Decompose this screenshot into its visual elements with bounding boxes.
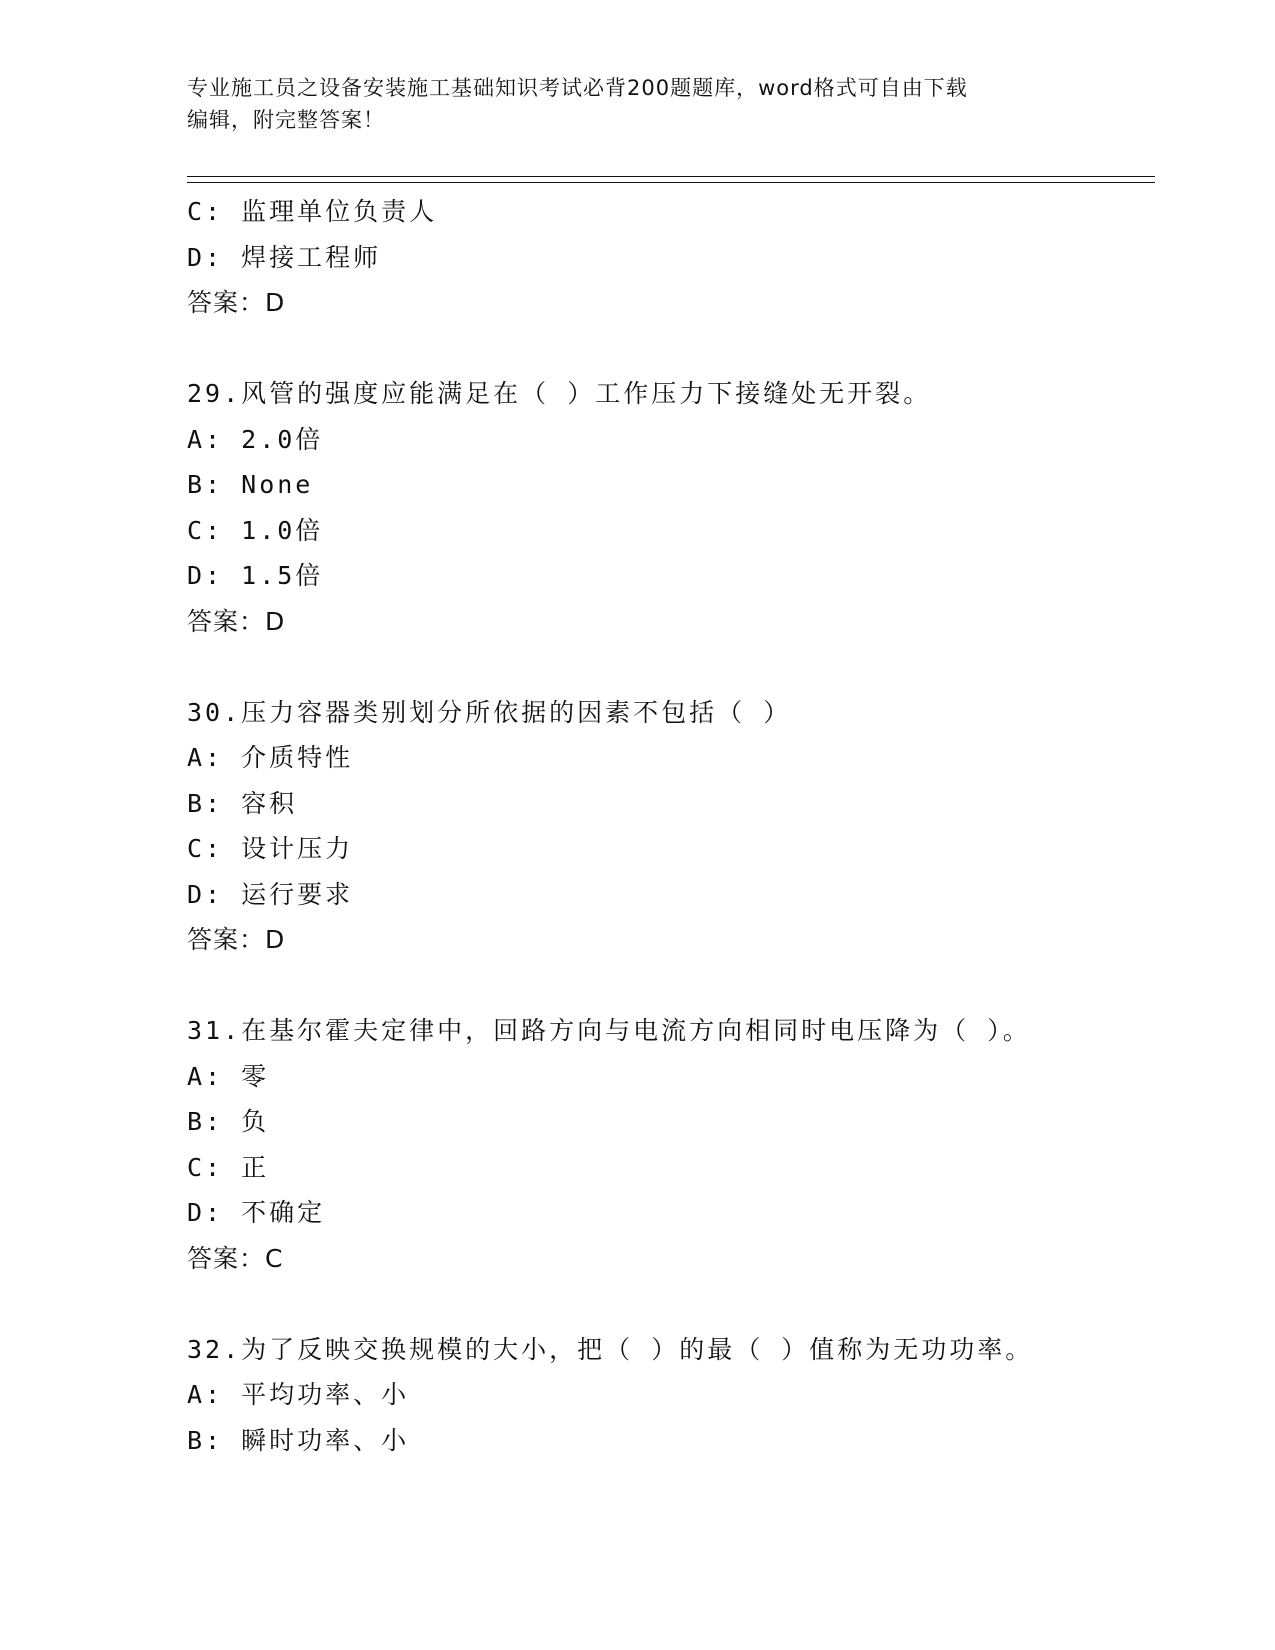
option-a: A: 介质特性 <box>187 743 354 772</box>
option-d: D: 1.5倍 <box>187 561 324 590</box>
document-header <box>187 72 1087 136</box>
question-block-32 <box>187 1327 1155 1464</box>
option-d: D: 运行要求 <box>187 879 354 909</box>
option-d: D: 不确定 <box>187 1198 326 1227</box>
header-divider-bottom <box>187 182 1155 183</box>
option-c: C: 设计压力 <box>187 834 354 863</box>
option-c: C: 正 <box>187 1152 270 1182</box>
spacer <box>187 963 1155 1009</box>
header-line-1: 专业施工员之设备安装施工基础知识考试必背200题题库，word格式可自由下载 <box>187 76 968 100</box>
option-b: B: 负 <box>187 1107 270 1136</box>
question-stem: 32.为了反映交换规模的大小，把（ ）的最（ ）值称为无功功率。 <box>187 1334 1034 1364</box>
option-a: A: 平均功率、小 <box>187 1380 410 1409</box>
option-a: A: 零 <box>187 1061 270 1091</box>
spacer <box>187 326 1155 372</box>
spacer <box>187 1281 1155 1327</box>
header-line-2: 编辑，附完整答案！ <box>187 108 385 132</box>
option-a: A: 2.0倍 <box>187 424 324 454</box>
question-stem: 29.风管的强度应能满足在（ ）工作压力下接缝处无开裂。 <box>187 379 932 408</box>
answer-line: 答案：C <box>187 1243 284 1273</box>
answer-line: 答案：D <box>187 606 286 636</box>
header-divider-top <box>187 176 1155 177</box>
question-block-28-continued <box>187 189 1155 326</box>
option-b: B: 瞬时功率、小 <box>187 1425 410 1455</box>
question-list <box>187 189 1155 1463</box>
question-stem: 31.在基尔霍夫定律中，回路方向与电流方向相同时电压降为（ ）。 <box>187 1016 1031 1045</box>
answer-line: 答案：D <box>187 925 286 954</box>
answer-line: 答案：D <box>187 288 286 317</box>
option-b: B: 容积 <box>187 788 298 818</box>
question-stem: 30.压力容器类别划分所依据的因素不包括（ ） <box>187 697 792 727</box>
option-c: C: 监理单位负责人 <box>187 197 438 226</box>
option-c: C: 1.0倍 <box>187 515 324 545</box>
spacer <box>187 644 1155 690</box>
option-b: B: None <box>187 470 314 499</box>
question-block-30 <box>187 690 1155 963</box>
question-block-31 <box>187 1008 1155 1281</box>
option-d: D: 焊接工程师 <box>187 242 382 272</box>
question-block-29 <box>187 371 1155 644</box>
